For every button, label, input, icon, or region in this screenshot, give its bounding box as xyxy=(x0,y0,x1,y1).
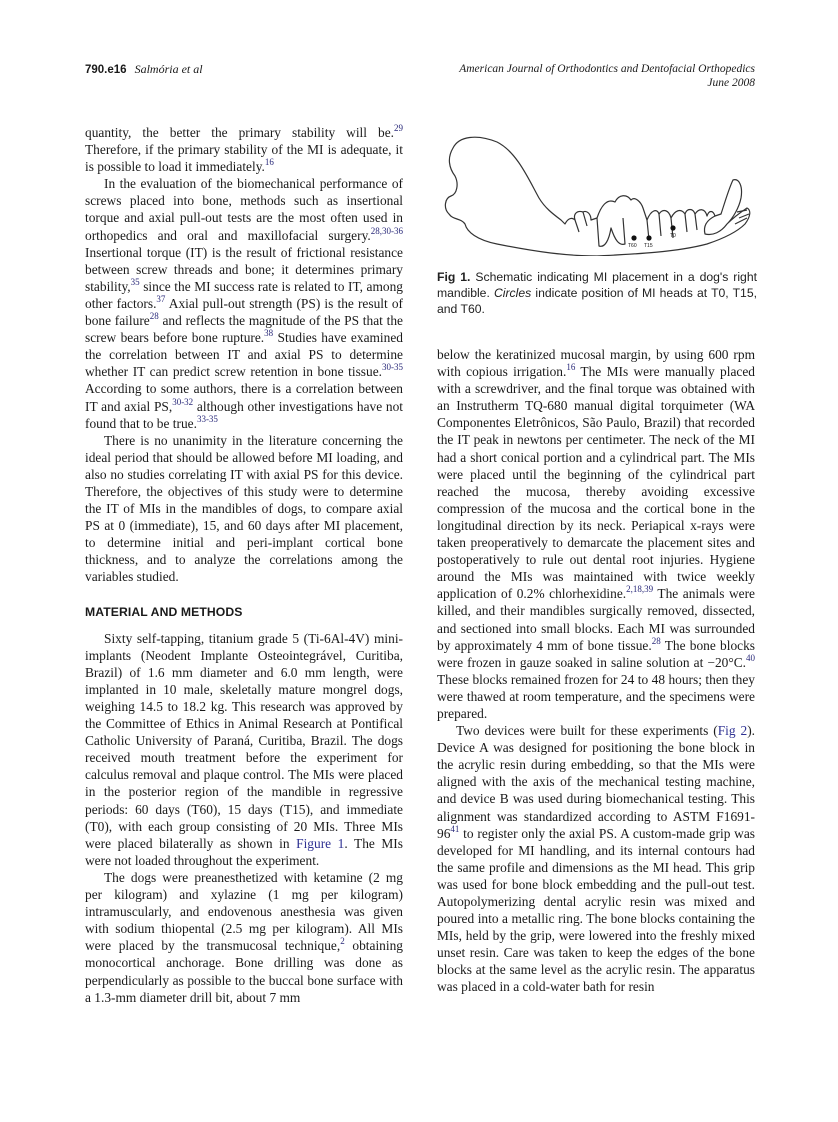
citation[interactable]: 35 xyxy=(130,276,140,287)
right-column xyxy=(437,346,755,996)
header-left xyxy=(85,62,203,77)
svg-text:T0: T0 xyxy=(670,233,676,239)
svg-text:T60: T60 xyxy=(628,243,637,249)
page-number: 790.e16 xyxy=(85,64,127,76)
paragraph: Sixty self-tapping, titanium grade 5 (Ti-6Al-4V) mini-implants (Neodent Implante Osteointegrável, Curitiba, Brazil) of 1.6 mm diameter and 6.0 mm length, were implanted in 10 male, skeletally mature mongrel dogs, weighing 14.5 to 18.2 kg. This research was approved by the Committee of Ethics in Animal Research at Pontifical Catholic University of Paraná, Curitiba, Brazil. The dogs received mouth treatment before the experiment for calculus removal and plaque control. The MIs were placed in the posterior region of the mandible in regressive periods: 60 days (T60), 15 days (T15), and immediate (T0), with each group consisting of 20 MIs. Three MIs were placed bilaterally as shown in Figure 1. The MIs were not loaded throughout the experiment. xyxy=(85,630,403,868)
citation[interactable]: 28 xyxy=(651,635,661,646)
left-column xyxy=(85,124,403,1006)
paragraph: There is no unanimity in the literature concerning the ideal period that should be allowed before MI loading, and also no studies correlating IT with axial PS for this device. Therefore, the objectives of this study were to determine the IT of MIs in the mandibles of dogs, to compare axial PS at 0 (immediate), 15, and 60 days after MI placement, to determine initial and peri-implant cortical bone thickness, and to analyze the correlations among the variables studied. xyxy=(85,432,403,585)
citation[interactable]: 41 xyxy=(450,823,460,834)
citation[interactable]: 29 xyxy=(394,123,403,133)
journal-title: American Journal of Orthodontics and Dentofacial Orthopedics xyxy=(459,63,755,75)
paragraph: In the evaluation of the biomechanical performance of screws placed into bone, methods such as insertional torque and axial pull-out tests are the most often used in orthopedics and oral and maxillofacial surgery.$^{28,30-36}$ Insertional torque (IT) is the result of frictional resistance between screw threads and bone; it determines primary stability,$^{35}$ since the MI success rate is related to IT, among other factors.$^{37}$ Axial pull-out strength (PS) is the result of bone failure$^{28}$ and reflects the magnitude of the PS that the screw bears before bone rupture.$^{38}$ Studies have examined the correlation between IT and axial PS to determine whether IT can predict screw retention in bone tissue.$^{30-35}$ According to some authors, there is a correlation between IT and axial PS,$^{30-32}$ although other investigations have not found that to be true.$^{33-35}$ xyxy=(85,176,403,431)
marker-t0-icon xyxy=(670,225,675,230)
running-authors: Salmória et al xyxy=(134,62,203,76)
figure-1 xyxy=(437,128,755,256)
citation[interactable]: 28,30-36 xyxy=(370,225,403,236)
citation[interactable]: 40 xyxy=(746,652,755,663)
citation[interactable]: 2,18,39 xyxy=(626,584,654,595)
citation[interactable]: 30-32 xyxy=(172,396,194,407)
issue-date: June 2008 xyxy=(707,77,755,89)
citation[interactable]: 33-35 xyxy=(196,413,218,424)
header-right xyxy=(459,62,755,90)
dog-mandible-schematic-icon xyxy=(437,128,755,256)
citation[interactable]: 16 xyxy=(264,157,274,168)
paragraph: The dogs were preanesthetized with ketamine (2 mg per kilogram) and xylazine (1 mg per kilogram) intramuscularly, and endovenous anesthesia was given with sodium thiopental (2.5 mg per kilogram). All MIs were placed by the transmucosal technique,$^2$ obtaining monocortical anchorage. Bone drilling was done as perpendicularly as possible to the buccal bone surface with a 1.3-mm diameter drill bit, about 7 mm xyxy=(85,869,403,1005)
paragraph: below the keratinized mucosal margin, by using 600 rpm with copious irrigation.$^{16}$ The MIs were manually placed with a screwdriver, and the final torque was obtained with an Instrutherm TQ-680 manual digital torquimeter (WA Componentes Eletrônicos, São Paulo, Brazil) that recorded the IT peak in newtons per centimeter. The neck of the MI had a short conical portion and a cylindrical part. The MIs were placed until the beginning of the cylindrical part reached the mucosa, thereby avoiding excessive compression of the mucosa and the cortical bone in the longitudinal direction by its neck. Periapical x-rays were taken preoperatively to demarcate the placement sites and postoperatively to rule out dental root injuries. Hygiene around the MIs was maintained with twice weekly application of 0.2% chlorhexidine.$^{2,18,39}$ The animals were killed, and their mandibles surgically removed, dissected, and sectioned into small blocks. Each MI was surrounded by approximately 4 mm of bone tissue.$^{28}$ The bone blocks were frozen in gauze soaked in saline solution at −20°C.$^{40}$ These blocks remained frozen for 24 to 48 hours; then they were thawed at room temperature, and the specimens were prepared. xyxy=(437,347,755,721)
svg-text:T15: T15 xyxy=(644,243,653,249)
paragraph: Two devices were built for these experiments (Fig 2). Device A was designed for positioning the bone block in the acrylic resin during embedding, so that the MIs were aligned with the axis of the mechanical testing machine, and device B was used during biomechanical testing. This alignment was standardized according to ASTM $F1691-96^{41}$ to register only the axial PS. A custom-made grip was developed for MI handling, and its internal contours had the same profile and dimensions as the MI head. This grip was used for bone block embedding and the pull-out test. Autopolymerizing dental acrylic resin was mixed and poured into a metallic ring. The bone blocks containing the MIs, held by the grip, were lowered into the freshly mixed unset resin. Care was taken to keep the edges of the bone blocks at the same level as the acrylic resin. The apparatus was placed in a cold-water bath for resin xyxy=(437,723,755,995)
citation[interactable]: 16 xyxy=(566,362,576,373)
section-heading: MATERIAL AND METHODS xyxy=(85,604,243,619)
paragraph: quantity, the better the primary stability will be.$^{29}$ Therefore, if the primary stability of the MI is adequate, it is possible to load it immediately.$^{16}$ xyxy=(85,123,403,175)
citation[interactable]: 30-35 xyxy=(382,362,403,373)
citation[interactable]: 37 xyxy=(156,293,166,304)
figure-caption: Fig 1. Schematic indicating MI placement in a dog's right mandible. Circles indicate position of MI heads at T0, T15, and T60. xyxy=(437,270,757,316)
marker-t15-icon xyxy=(646,235,651,240)
citation[interactable]: 28 xyxy=(149,311,159,322)
citation[interactable]: 2 xyxy=(340,936,345,947)
running-header xyxy=(85,62,755,98)
figure-label: Fig 1. xyxy=(437,270,471,284)
figure-link[interactable]: Fig 2 xyxy=(717,723,748,739)
marker-t60-icon xyxy=(631,235,636,240)
figure-link[interactable]: Figure 1 xyxy=(296,835,345,851)
citation[interactable]: 38 xyxy=(264,328,274,339)
